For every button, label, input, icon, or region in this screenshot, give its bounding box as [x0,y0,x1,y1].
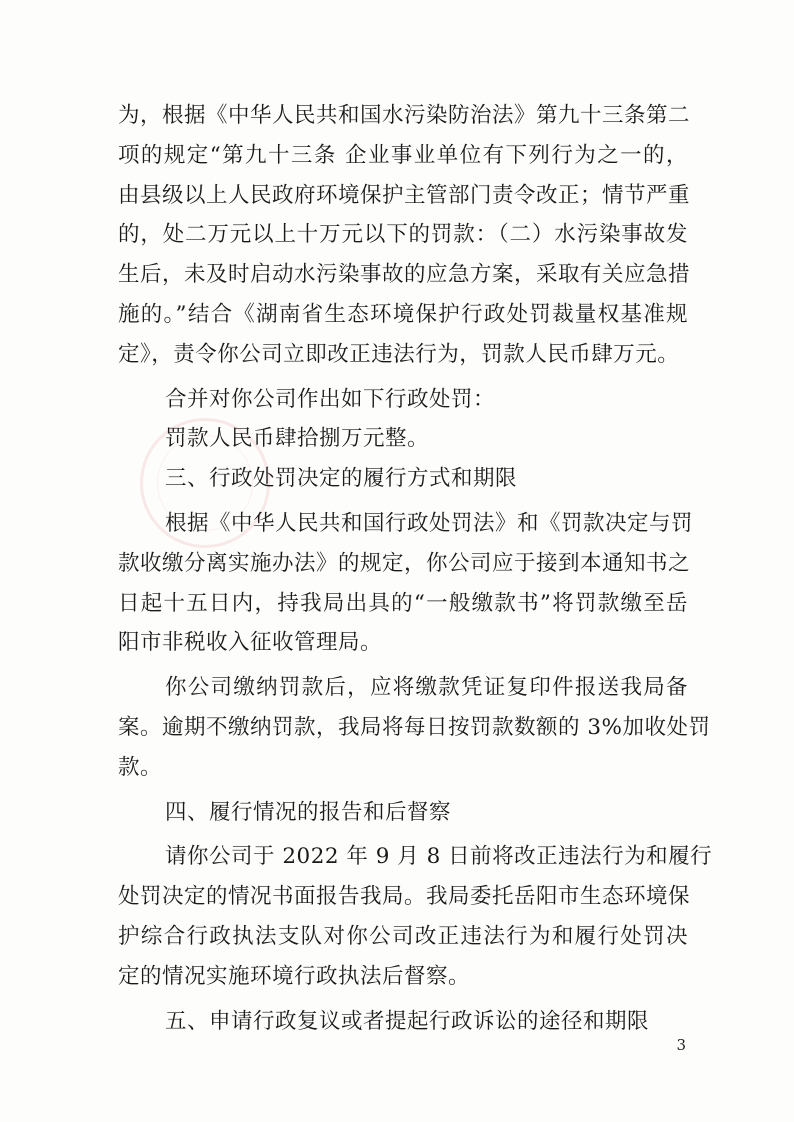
text-line: 五、申请行政复议或者提起行政诉讼的途径和期限 [165,1008,650,1034]
paragraph [118,837,713,996]
paragraph [118,96,691,375]
text-line: 合并对你公司作出如下行政处罚： [165,386,496,412]
text-line: 请你公司于 2022 年 9 月 8 日前将改正违法行为和履行 [165,844,713,870]
text-line: 生后，未及时启动水污染事故的应急方案，采取有关应急措 [118,262,691,288]
text-line: 你公司缴纳罚款后，应将缴款凭证复印件报送我局备 [165,675,688,701]
paragraph [118,668,711,787]
text-line: 案。逾期不缴纳罚款，我局将每日按罚款数额的 3%加收处罚 [118,714,711,740]
text-line: 根据《中华人民共和国行政处罚法》和《罚款决定与罚 [165,510,694,536]
text-line: 施的。”结合《湖南省生态环境保护行政处罚裁量权基准规 [118,301,688,327]
text-line: 由县级以上人民政府环境保护主管部门责令改正；情节严重 [118,182,691,208]
text-line: 罚款人民币肆拾捌万元整。 [165,426,430,452]
paragraph [118,380,688,420]
text-line: 款。 [118,754,163,780]
text-line: 三、行政处罚决定的履行方式和期限 [165,466,518,492]
text-line: 定》，责令你公司立即改正违法行为，罚款人民币肆万元。 [118,341,680,367]
text-line: 处罚决定的情况书面报告我局。我局委托岳阳市生态环境保 [118,884,691,910]
text-line: 护综合行政执法支队对你公司改正违法行为和履行处罚决 [118,923,688,949]
paragraph [118,1002,688,1042]
paragraph [118,793,688,833]
text-line: 定的情况实施环境行政执法后督察。 [118,963,471,989]
text-line: 为，根据《中华人民共和国水污染防治法》第九十三条第二 [118,103,691,128]
document-body [118,96,713,1041]
text-line: 的，处二万元以上十万元以下的罚款：（二）水污染事故发 [118,222,688,248]
paragraph [118,504,694,663]
text-line: 项的规定“第九十三条 企业事业单位有下列行为之一的， [118,142,688,168]
paragraph [118,459,688,499]
text-line: 阳市非税收入征收管理局。 [118,630,383,656]
page-number: 3 [676,1036,686,1054]
paragraph [118,419,688,459]
text-line: 日起十五日内，持我局出具的“一般缴款书”将罚款缴至岳 [118,590,688,616]
text-line: 款收缴分离实施办法》的规定，你公司应于接到本通知书之 [118,550,691,576]
text-line: 四、履行情况的报告和后督察 [165,799,452,825]
